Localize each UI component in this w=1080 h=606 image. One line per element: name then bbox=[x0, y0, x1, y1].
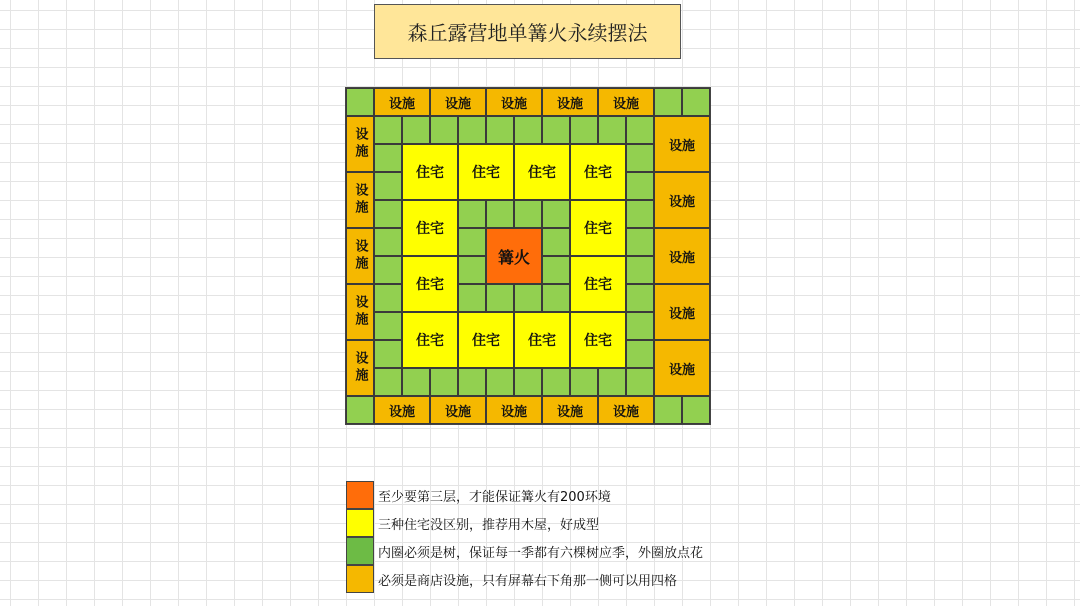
tree-tile bbox=[626, 284, 654, 312]
tree-tile bbox=[374, 312, 402, 340]
facility-tile: 设施 bbox=[542, 396, 598, 424]
tree-tile bbox=[486, 284, 514, 312]
house-tile: 住宅 bbox=[570, 256, 626, 312]
legend-swatch bbox=[346, 481, 374, 509]
tree-tile bbox=[682, 396, 710, 424]
tree-tile bbox=[682, 88, 710, 116]
tree-tile bbox=[514, 200, 542, 228]
campsite-layout-grid bbox=[346, 88, 710, 424]
tree-tile bbox=[486, 200, 514, 228]
house-tile: 住宅 bbox=[458, 144, 514, 200]
facility-tile: 设施 bbox=[346, 228, 374, 284]
legend-item-house bbox=[346, 509, 703, 537]
tree-tile bbox=[374, 284, 402, 312]
tree-tile bbox=[374, 368, 402, 396]
tree-tile bbox=[654, 396, 682, 424]
tree-tile bbox=[570, 368, 598, 396]
facility-tile: 设施 bbox=[486, 396, 542, 424]
tree-tile bbox=[626, 228, 654, 256]
tree-tile bbox=[402, 116, 430, 144]
tree-tile bbox=[514, 368, 542, 396]
tree-tile bbox=[346, 396, 374, 424]
facility-tile: 设施 bbox=[486, 88, 542, 116]
tree-tile bbox=[542, 116, 570, 144]
facility-tile-large: 设施 bbox=[654, 116, 710, 172]
legend-swatch bbox=[346, 509, 374, 537]
house-tile: 住宅 bbox=[402, 256, 458, 312]
tree-tile bbox=[430, 368, 458, 396]
facility-tile: 设施 bbox=[430, 88, 486, 116]
facility-tile: 设施 bbox=[598, 88, 654, 116]
facility-tile: 设施 bbox=[430, 396, 486, 424]
tree-tile bbox=[542, 368, 570, 396]
tree-tile bbox=[570, 116, 598, 144]
tree-tile bbox=[542, 228, 570, 256]
tree-tile bbox=[542, 284, 570, 312]
tree-tile bbox=[402, 368, 430, 396]
facility-tile: 设施 bbox=[346, 284, 374, 340]
facility-tile-large: 设施 bbox=[654, 172, 710, 228]
tree-tile bbox=[486, 368, 514, 396]
house-tile: 住宅 bbox=[514, 312, 570, 368]
house-tile: 住宅 bbox=[514, 144, 570, 200]
house-tile: 住宅 bbox=[402, 200, 458, 256]
legend-text: 至少要第三层，才能保证篝火有200环境 bbox=[378, 489, 611, 505]
tree-tile bbox=[458, 256, 486, 284]
legend-item-tree bbox=[346, 537, 703, 565]
legend-swatch bbox=[346, 537, 374, 565]
tree-tile bbox=[626, 368, 654, 396]
tree-tile bbox=[626, 172, 654, 200]
bonfire-tile: 篝火 bbox=[486, 228, 542, 284]
tree-tile bbox=[626, 340, 654, 368]
tree-tile bbox=[458, 228, 486, 256]
tree-tile bbox=[374, 200, 402, 228]
facility-tile-large: 设施 bbox=[654, 228, 710, 284]
facility-tile: 设施 bbox=[374, 88, 430, 116]
house-tile: 住宅 bbox=[570, 144, 626, 200]
tree-tile bbox=[626, 144, 654, 172]
tree-tile bbox=[430, 116, 458, 144]
tree-tile bbox=[514, 116, 542, 144]
house-tile: 住宅 bbox=[570, 200, 626, 256]
tree-tile bbox=[542, 256, 570, 284]
tree-tile bbox=[458, 368, 486, 396]
facility-tile: 设施 bbox=[346, 340, 374, 396]
tree-tile bbox=[346, 88, 374, 116]
tree-tile bbox=[374, 144, 402, 172]
tree-tile bbox=[374, 116, 402, 144]
house-tile: 住宅 bbox=[570, 312, 626, 368]
facility-tile: 设施 bbox=[542, 88, 598, 116]
facility-tile: 设施 bbox=[346, 172, 374, 228]
tree-tile bbox=[598, 368, 626, 396]
house-tile: 住宅 bbox=[402, 312, 458, 368]
legend-item-facility bbox=[346, 565, 703, 593]
legend-text: 内圈必须是树，保证每一季都有六棵树应季，外圈放点花 bbox=[378, 545, 704, 561]
tree-tile bbox=[514, 284, 542, 312]
tree-tile bbox=[458, 200, 486, 228]
legend-text: 必须是商店设施，只有屏幕右下角那一侧可以用四格 bbox=[378, 573, 678, 589]
tree-tile bbox=[374, 172, 402, 200]
tree-tile bbox=[542, 200, 570, 228]
house-tile: 住宅 bbox=[458, 312, 514, 368]
tree-tile bbox=[626, 312, 654, 340]
tree-tile bbox=[486, 116, 514, 144]
diagram-title: 森丘露营地单篝火永续摆法 bbox=[374, 4, 681, 59]
tree-tile bbox=[458, 116, 486, 144]
tree-tile bbox=[626, 116, 654, 144]
legend-item-bonfire bbox=[346, 481, 703, 509]
facility-tile-large: 设施 bbox=[654, 340, 710, 396]
tree-tile bbox=[374, 340, 402, 368]
tree-tile bbox=[598, 116, 626, 144]
legend-text: 三种住宅没区别，推荐用木屋，好成型 bbox=[378, 517, 600, 533]
legend bbox=[346, 481, 703, 593]
tree-tile bbox=[374, 256, 402, 284]
facility-tile: 设施 bbox=[346, 116, 374, 172]
facility-tile: 设施 bbox=[598, 396, 654, 424]
tree-tile bbox=[374, 228, 402, 256]
tree-tile bbox=[654, 88, 682, 116]
facility-tile: 设施 bbox=[374, 396, 430, 424]
house-tile: 住宅 bbox=[402, 144, 458, 200]
tree-tile bbox=[626, 200, 654, 228]
tree-tile bbox=[458, 284, 486, 312]
legend-swatch bbox=[346, 565, 374, 593]
tree-tile bbox=[626, 256, 654, 284]
facility-tile-large: 设施 bbox=[654, 284, 710, 340]
